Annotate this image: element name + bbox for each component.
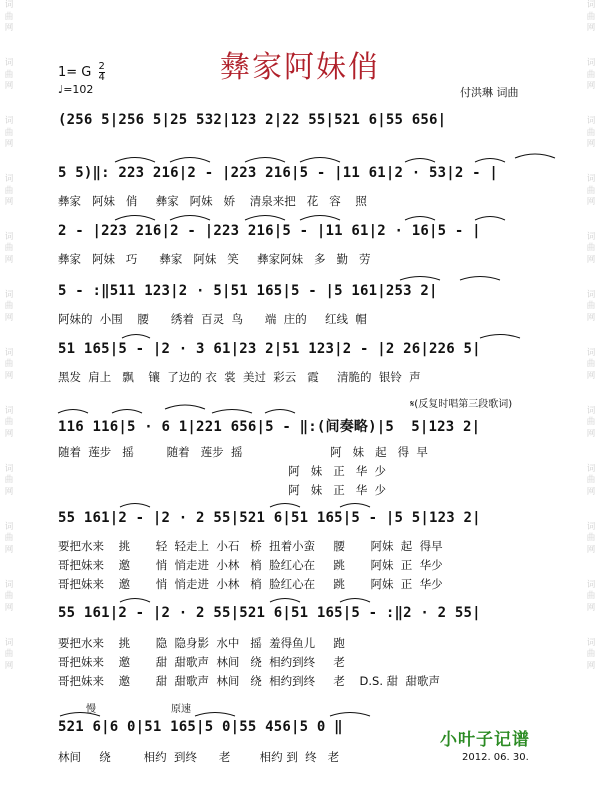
lyric-line: 要把水来 挑 隐 隐身影 水中 摇 羞得鱼儿 跑 (58, 636, 345, 650)
melody-line: 521 6|6 0|51 165|5 0|55 456|5 0 ‖ (58, 719, 343, 735)
lyric-line: 随着 莲步 摇 随着 莲步 摇 阿 妹 起 得 早 (58, 445, 428, 459)
melody-line: 55 161|2 - |2 · 2 55|521 6|51 165|5 - :‖2 · 2 55| (58, 605, 481, 621)
melody-line: 116 116|5 · 6 1|221 656|5 - ‖:(间奏略)|5 5|123 2| (58, 419, 481, 435)
melody-line: 5 - :‖511 123|2 · 5|51 165|5 - |5 161|253 2| (58, 283, 438, 299)
lyric-line: 彝家 阿妹 巧 彝家 阿妹 笑 彝家阿妹 多 勤 劳 (58, 252, 371, 266)
date: 2012. 06. 30. (462, 752, 529, 763)
tempo-original: 原速 (171, 704, 191, 715)
author-credit: 付洪琳 词曲 (460, 86, 519, 99)
lyric-line: 阿妹的 小围 腰 绣着 百灵 鸟 端 庄的 红线 帽 (58, 312, 367, 326)
lyric-line: 哥把妹来 邀 甜 甜歌声 林间 绕 相约到终 老 D.S. 甜 甜歌声 (58, 674, 440, 688)
lyric-line: 哥把妹来 邀 悄 悄走进 小林 梢 脸红心在 跳 阿妹 正 华少 (58, 577, 443, 591)
tempo-marking: ♩=102 (58, 83, 94, 96)
melody-line: 5 5)‖: 223 216|2 - |223 216|5 - |11 61|2 · 53|2 - | (58, 165, 499, 181)
tempo-slow: 慢 (86, 704, 96, 715)
lyric-line: 哥把妹来 邀 甜 甜歌声 林间 绕 相约到终 老 (58, 655, 345, 669)
repeat-note: 𝄋(反复时唱第三段歌词) (410, 399, 513, 410)
melody-line: 51 165|5 - |2 · 3 61|23 2|51 123|2 - |2 26|226 5| (58, 341, 481, 357)
watermark-right: 词 曲 网 词 曲 网 词 曲 网 词 曲 网 词 曲 网 词 曲 网 词 曲 网 词 曲 网 词 曲 网 词 曲 网 词 曲 网 词 曲 网 (586, 0, 596, 671)
key-text: 1= G (58, 65, 92, 80)
lyric-line: 黑发 肩上 飘 镶 了边的 衣 裳 美过 彩云 霞 清脆的 银铃 声 (58, 370, 421, 384)
transcriber-signature: 小叶子记谱 (440, 730, 530, 750)
melody-line: 55 161|2 - |2 · 2 55|521 6|51 165|5 - |5 5|123 2| (58, 510, 481, 526)
lyric-line: 林间 绕 相约 到终 老 相约 到 终 老 (58, 750, 340, 764)
lyric-line: 彝家 阿妹 俏 彝家 阿妹 娇 清泉来把 花 容 照 (58, 194, 367, 208)
watermark-left: 词 曲 网 词 曲 网 词 曲 网 词 曲 网 词 曲 网 词 曲 网 词 曲 网 词 曲 网 词 曲 网 词 曲 网 词 曲 网 词 曲 网 (4, 0, 14, 671)
melody-line: (256 5|256 5|25 532|123 2|22 55|521 6|55 656| (58, 112, 447, 128)
lyric-line: 阿 妹 正 华 少 (58, 464, 387, 478)
melody-line: 2 - |223 216|2 - |223 216|5 - |11 61|2 · 16|5 - | (58, 223, 481, 239)
song-title: 彝家阿妹俏 (220, 50, 380, 85)
lyric-line: 要把水来 挑 轻 轻走上 小石 桥 扭着小蛮 腰 阿妹 起 得早 (58, 539, 443, 553)
lyric-line: 哥把妹来 邀 悄 悄走进 小林 梢 脸红心在 跳 阿妹 正 华少 (58, 558, 443, 572)
time-top: 2 (98, 61, 105, 72)
time-bottom: 4 (98, 72, 105, 83)
lyric-line: 阿 妹 正 华 少 (58, 483, 387, 497)
